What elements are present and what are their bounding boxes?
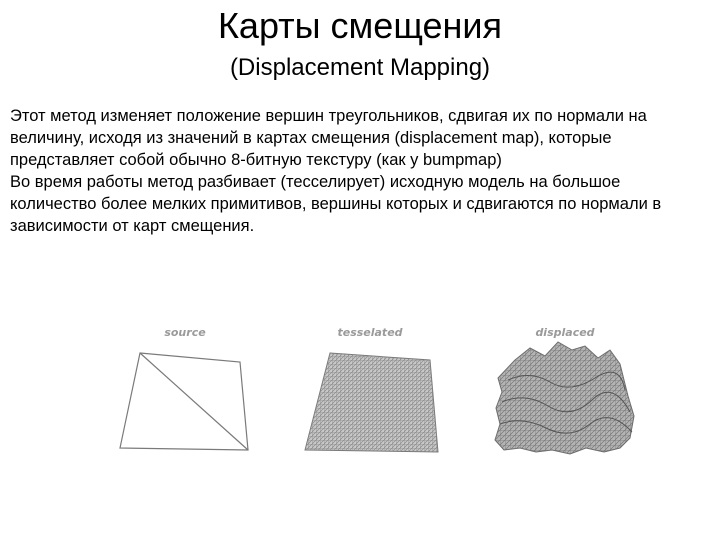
paragraph-displacement-description: Этот метод изменяет положение вершин треугольников, сдвигая их по нормали на величину, исходя из значений в картах смещения (displacement map), которые представляет собой обычно 8-битную текстуру (как у bumpmap) <box>10 107 647 169</box>
body-text <box>10 105 700 237</box>
label-source: source <box>164 326 206 339</box>
displacement-figure <box>100 320 660 470</box>
paragraph-tessellation-description: Во время работы метод разбивает (тесселирует) исходную модель на большое количество более мелких примитивов, вершины которых и сдвигаются по нормали в зависимости от карт смещения. <box>10 173 662 235</box>
source-mesh <box>120 353 248 450</box>
tesselated-mesh <box>305 353 438 452</box>
label-displaced: displaced <box>535 326 595 339</box>
displaced-mesh <box>495 342 634 454</box>
slide-subtitle: (Displacement Mapping) <box>229 54 491 81</box>
figure-drawing <box>100 320 660 470</box>
slide-title: Карты смещения <box>217 5 503 46</box>
label-tesselated: tesselated <box>337 326 403 339</box>
